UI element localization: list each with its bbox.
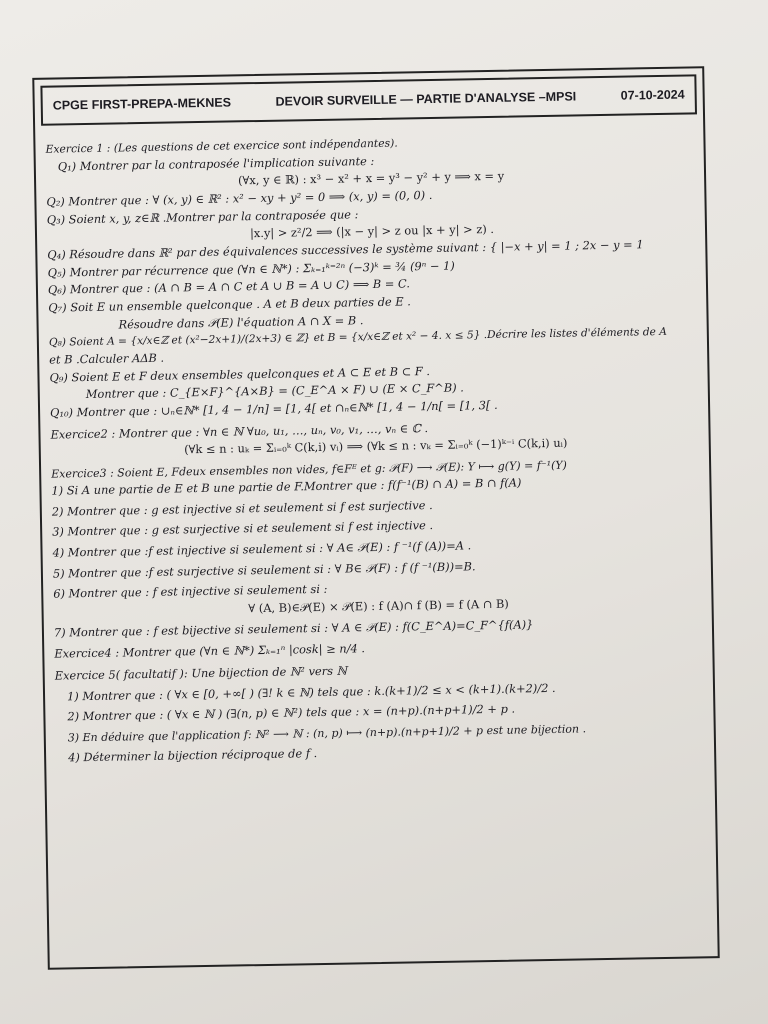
ex1-q7-b: Résoudre dans 𝒫(E) l'équation A ∩ X = B .	[118, 312, 364, 332]
ex1-q3-formula: |x.y| > z²/2 ⟹ (|x − y| > z ou |x + y| > z) .	[249, 222, 495, 241]
ex1-q5: Q₅) Montrer par récurrence que (∀n ∈ ℕ*) : Σₖ₌₁ᵏ⁼²ⁿ (−3)ᵏ = ¾ (9ⁿ − 1)	[47, 258, 455, 280]
ex3-item-4: 4) Montrer que :f est injective si seulement si : ∀ A∈ 𝒫(E) : f ⁻¹(f (A))=A .	[52, 538, 472, 560]
exercise-5-title: Exercice 5( facultatif ): Une bijection de ℕ² vers ℕ	[54, 663, 348, 683]
ex3-item-6-formula: ∀ (A, B)∈𝒫(E) × 𝒫(E) : f (A)∩ f (B) = f (A ∩ B)	[248, 596, 509, 616]
ex3-item-2: 2) Montrer que : g est injective si et seulement si f est surjective .	[51, 497, 433, 519]
ex1-q9: Q₉) Soient E et F deux ensembles quelconques et A ⊂ E et B ⊂ F .	[49, 363, 431, 385]
ex3-item-7: 7) Montrer que : f est bijective si seulement si : ∀ A ∈ 𝒫(E) : f(C_E^A)=C_F^{f(A)}	[53, 616, 534, 640]
ex1-q8: Q₈) Soient A = {x/x∈ℤ et (x²−2x+1)/(2x+3) ∈ ℤ} et B = {x/x∈ℤ et x² − 4. x ≤ 5} .Décrire les listes d'éléments de A	[48, 326, 667, 350]
ex1-q4: Q₄) Résoudre dans ℝ² par des équivalences successives le système suivant : { |−x + y| = 1 ; 2x − y = 1	[47, 237, 644, 262]
ex3-item-6: 6) Montrer que : f est injective si seulement si :	[53, 582, 328, 601]
exam-body	[45, 130, 706, 767]
ex1-q10: Q₁₀) Montrer que : ∪ₙ∈ℕ* [1, 4 − 1/n] = [1, 4[ et ∩ₙ∈ℕ* [1, 4 − 1/n[ = [1, 3[ .	[49, 397, 498, 420]
ex5-item-2: 2) Montrer que : ( ∀x ∈ ℕ ) (∃(n, p) ∈ ℕ²) tels que : x = (n+p).(n+p+1)/2 + p .	[67, 701, 516, 724]
exam-date: 07-10-2024	[620, 87, 685, 103]
ex1-q7: Q₇) Soit E un ensemble quelconque . A et B deux parties de E .	[48, 294, 411, 315]
ex3-item-5: 5) Montrer que :f est surjective si seulement si : ∀ B∈ 𝒫(F) : f (f ⁻¹(B))=B.	[52, 558, 476, 581]
ex1-q8-b: et B .Calculer AΔB .	[49, 350, 165, 367]
ex3-item-1: 1) Si A une partie de E et B une partie de F.Montrer que : f(f⁻¹(B) ∩ A) = B ∩ f(A)	[51, 475, 522, 498]
ex1-q3: Q₃) Soient x, y, z∈ℝ .Montrer par la contraposée que :	[46, 207, 359, 227]
ex3-item-3: 3) Montrer que : g est surjective si et seulement si f est injective .	[52, 518, 434, 539]
ex5-item-4: 4) Déterminer la bijection réciproque de f .	[68, 746, 318, 765]
ex2-formula: (∀k ≤ n : uₖ = Σᵢ₌₀ᵏ C(k,i) vᵢ) ⟹ (∀k ≤ n : vₖ = Σᵢ₌₀ᵏ (−1)ᵏ⁻ⁱ C(k,i) uᵢ)	[184, 435, 568, 457]
exam-header	[40, 74, 697, 125]
ex1-q1-formula: (∀x, y ∈ ℝ) : x³ − x² + x = y³ − y² + y ⟹ x = y	[237, 169, 505, 188]
ex5-item-1: 1) Montrer que : ( ∀x ∈ [0, +∞[ ) (∃! k ∈ ℕ) tels que : k.(k+1)/2 ≤ x < (k+1).(k+2)/2 .	[66, 680, 556, 704]
ex1-q1: Q₁) Montrer par la contraposée l'implication suivante :	[57, 153, 375, 174]
exam-title: DEVOIR SURVEILLE — PARTIE D'ANALYSE –MPSI	[275, 89, 577, 109]
exercise-1-title: Exercice 1 : (Les questions de cet exercice sont indépendantes).	[45, 136, 398, 156]
ex5-item-3: 3) En déduire que l'application f: ℕ² ⟶ ℕ : (n, p) ⟼ (n+p).(n+p+1)/2 + p est une bijection .	[67, 722, 587, 745]
ex1-q6: Q₆) Montrer que : (A ∩ B = A ∩ C et A ∪ B = A ∪ C) ⟹ B = C.	[47, 276, 411, 298]
exercise-4-title: Exercice4 : Montrer que (∀n ∈ ℕ*) Σₖ₌₁ⁿ |cosk| ≥ n/4 .	[54, 641, 366, 661]
exercise-2-title: Exercice2 : Montrer que : ∀n ∈ ℕ ∀u₀, u₁, …, uₙ, v₀, v₁, …, vₙ ∈ ℂ .	[50, 420, 429, 442]
exam-frame	[32, 66, 719, 970]
ex1-q2: Q₂) Montrer que : ∀ (x, y) ∈ ℝ² : x² − xy + y² = 0 ⟹ (x, y) = (0, 0) .	[46, 188, 433, 209]
school-name: CPGE FIRST-PREPA-MEKNES	[52, 95, 232, 113]
ex1-q9-b: Montrer que : C_{E×F}^{A×B} = (C_E^A × F) ∪ (E × C_F^B) .	[85, 380, 464, 402]
exercise-3-title: Exercice3 : Soient E, Fdeux ensembles non vides, f∈Fᴱ et g: 𝒫(F) ⟶ 𝒫(E): Y ⟼ g(Y) = f⁻¹(Y)	[51, 458, 568, 481]
